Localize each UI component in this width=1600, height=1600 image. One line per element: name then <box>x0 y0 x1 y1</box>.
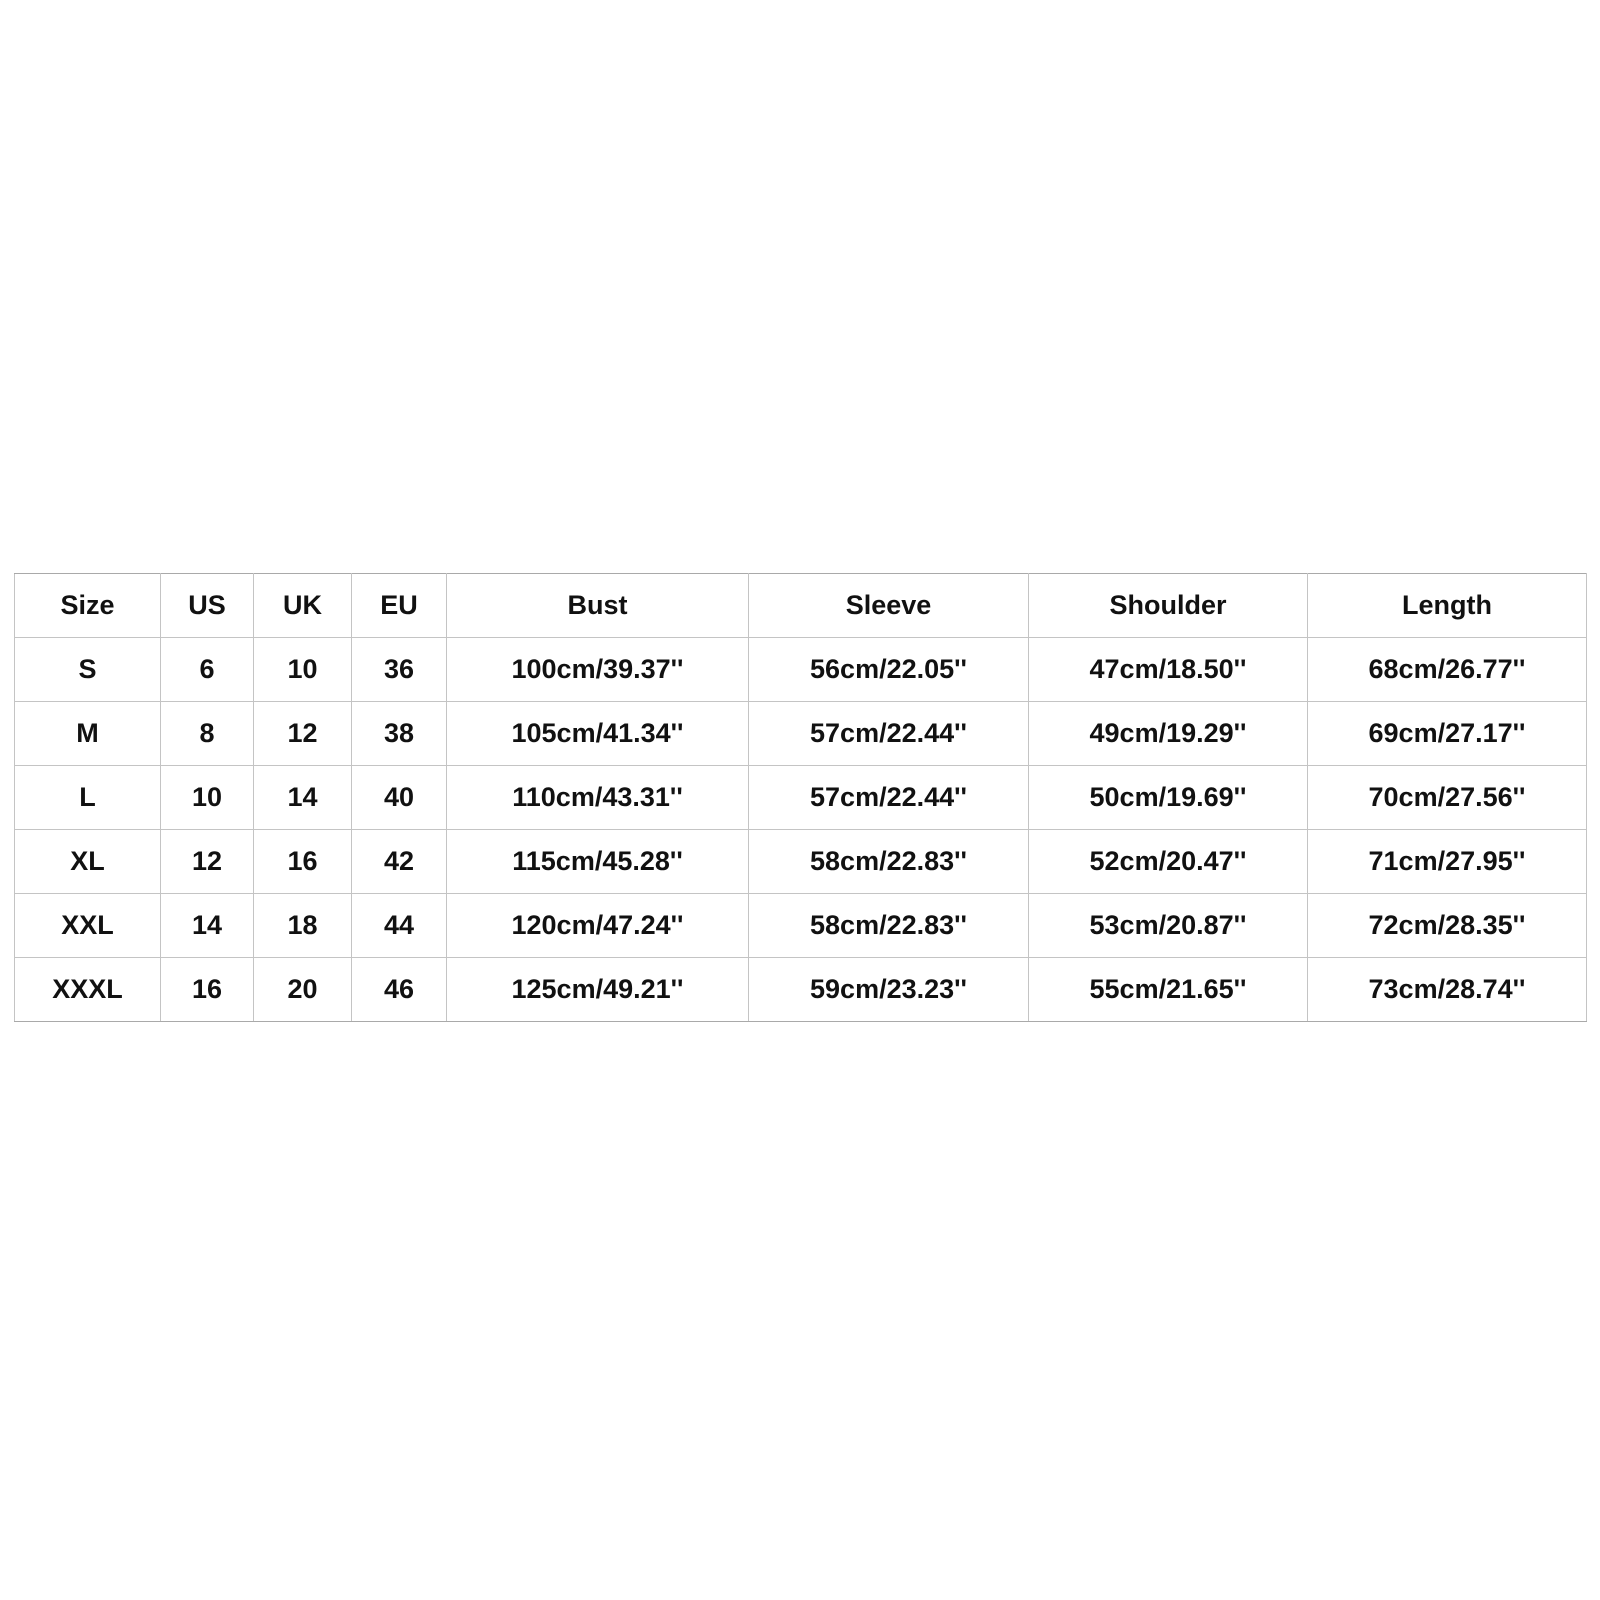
sleeve-cell: 58cm/22.83'' <box>749 830 1029 894</box>
uk-cell: 18 <box>254 894 352 958</box>
table-row <box>15 766 1587 830</box>
eu-cell: 42 <box>352 830 447 894</box>
us-cell: 12 <box>161 830 254 894</box>
length-cell: 72cm/28.35'' <box>1308 894 1587 958</box>
uk-cell: 14 <box>254 766 352 830</box>
shoulder-cell: 47cm/18.50'' <box>1029 638 1308 702</box>
header-bust: Bust <box>447 574 749 638</box>
bust-cell: 110cm/43.31'' <box>447 766 749 830</box>
us-cell: 16 <box>161 958 254 1022</box>
bust-cell: 105cm/41.34'' <box>447 702 749 766</box>
bust-cell: 120cm/47.24'' <box>447 894 749 958</box>
table-row <box>15 958 1587 1022</box>
sleeve-cell: 57cm/22.44'' <box>749 702 1029 766</box>
sleeve-cell: 57cm/22.44'' <box>749 766 1029 830</box>
header-size: Size <box>15 574 161 638</box>
us-cell: 8 <box>161 702 254 766</box>
size-cell: XL <box>15 830 161 894</box>
length-cell: 68cm/26.77'' <box>1308 638 1587 702</box>
uk-cell: 20 <box>254 958 352 1022</box>
size-cell: S <box>15 638 161 702</box>
uk-cell: 16 <box>254 830 352 894</box>
sleeve-cell: 58cm/22.83'' <box>749 894 1029 958</box>
shoulder-cell: 50cm/19.69'' <box>1029 766 1308 830</box>
header-uk: UK <box>254 574 352 638</box>
eu-cell: 36 <box>352 638 447 702</box>
bust-cell: 125cm/49.21'' <box>447 958 749 1022</box>
table-row <box>15 638 1587 702</box>
shoulder-cell: 52cm/20.47'' <box>1029 830 1308 894</box>
header-length: Length <box>1308 574 1587 638</box>
eu-cell: 40 <box>352 766 447 830</box>
shoulder-cell: 49cm/19.29'' <box>1029 702 1308 766</box>
size-cell: M <box>15 702 161 766</box>
header-row <box>15 574 1587 638</box>
us-cell: 6 <box>161 638 254 702</box>
eu-cell: 44 <box>352 894 447 958</box>
shoulder-cell: 55cm/21.65'' <box>1029 958 1308 1022</box>
bust-cell: 100cm/39.37'' <box>447 638 749 702</box>
us-cell: 14 <box>161 894 254 958</box>
table-row <box>15 830 1587 894</box>
table-row <box>15 702 1587 766</box>
length-cell: 73cm/28.74'' <box>1308 958 1587 1022</box>
header-us: US <box>161 574 254 638</box>
header-shoulder: Shoulder <box>1029 574 1308 638</box>
sleeve-cell: 59cm/23.23'' <box>749 958 1029 1022</box>
sleeve-cell: 56cm/22.05'' <box>749 638 1029 702</box>
shoulder-cell: 53cm/20.87'' <box>1029 894 1308 958</box>
table-row <box>15 894 1587 958</box>
bust-cell: 115cm/45.28'' <box>447 830 749 894</box>
uk-cell: 12 <box>254 702 352 766</box>
us-cell: 10 <box>161 766 254 830</box>
length-cell: 70cm/27.56'' <box>1308 766 1587 830</box>
size-cell: XXL <box>15 894 161 958</box>
size-cell: XXXL <box>15 958 161 1022</box>
length-cell: 69cm/27.17'' <box>1308 702 1587 766</box>
length-cell: 71cm/27.95'' <box>1308 830 1587 894</box>
eu-cell: 46 <box>352 958 447 1022</box>
size-chart-table <box>14 573 1587 1022</box>
uk-cell: 10 <box>254 638 352 702</box>
header-sleeve: Sleeve <box>749 574 1029 638</box>
eu-cell: 38 <box>352 702 447 766</box>
size-cell: L <box>15 766 161 830</box>
header-eu: EU <box>352 574 447 638</box>
